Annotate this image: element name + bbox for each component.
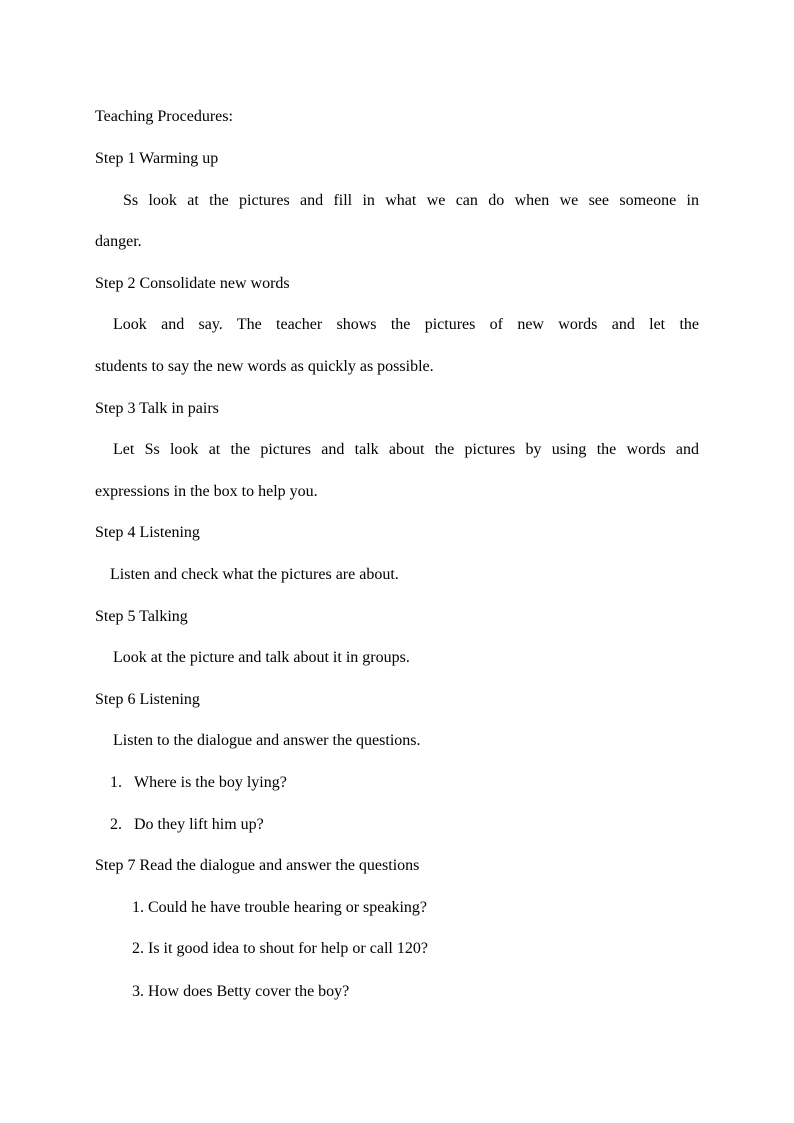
step5-text: Look at the picture and talk about it in groups. xyxy=(113,649,410,666)
step2-text-line2: students to say the new words as quickly as possible. xyxy=(95,358,434,375)
step6-question-number: 2. xyxy=(110,816,122,833)
step1-text-line2: danger. xyxy=(95,233,142,250)
step3-title: Step 3 Talk in pairs xyxy=(95,400,219,417)
step5-title: Step 5 Talking xyxy=(95,608,188,625)
page-heading: Teaching Procedures: xyxy=(95,108,233,125)
step6-question-text: Where is the boy lying? xyxy=(134,774,287,791)
step6-question-text: Do they lift him up? xyxy=(134,816,264,833)
step6-title: Step 6 Listening xyxy=(95,691,200,708)
step1-title: Step 1 Warming up xyxy=(95,150,219,167)
step6-question-number: 1. xyxy=(110,774,122,791)
step4-title: Step 4 Listening xyxy=(95,524,200,541)
step7-question: 2. Is it good idea to shout for help or call 120? xyxy=(132,940,428,957)
step2-title: Step 2 Consolidate new words xyxy=(95,275,290,292)
step7-title: Step 7 Read the dialogue and answer the questions xyxy=(95,857,420,874)
step4-text: Listen and check what the pictures are about. xyxy=(110,566,399,583)
step2-text-line1: Look and say. The teacher shows the pictures of new words and let the xyxy=(113,316,699,333)
step6-text: Listen to the dialogue and answer the questions. xyxy=(113,732,421,749)
step7-question: 3. How does Betty cover the boy? xyxy=(132,983,350,1000)
step3-text-line1: Let Ss look at the pictures and talk about the pictures by using the words and xyxy=(113,441,699,458)
step7-question: 1. Could he have trouble hearing or speaking? xyxy=(132,899,428,916)
step3-text-line2: expressions in the box to help you. xyxy=(95,483,318,500)
step1-text-line1: Ss look at the pictures and fill in what we can do when we see someone in xyxy=(123,192,699,209)
